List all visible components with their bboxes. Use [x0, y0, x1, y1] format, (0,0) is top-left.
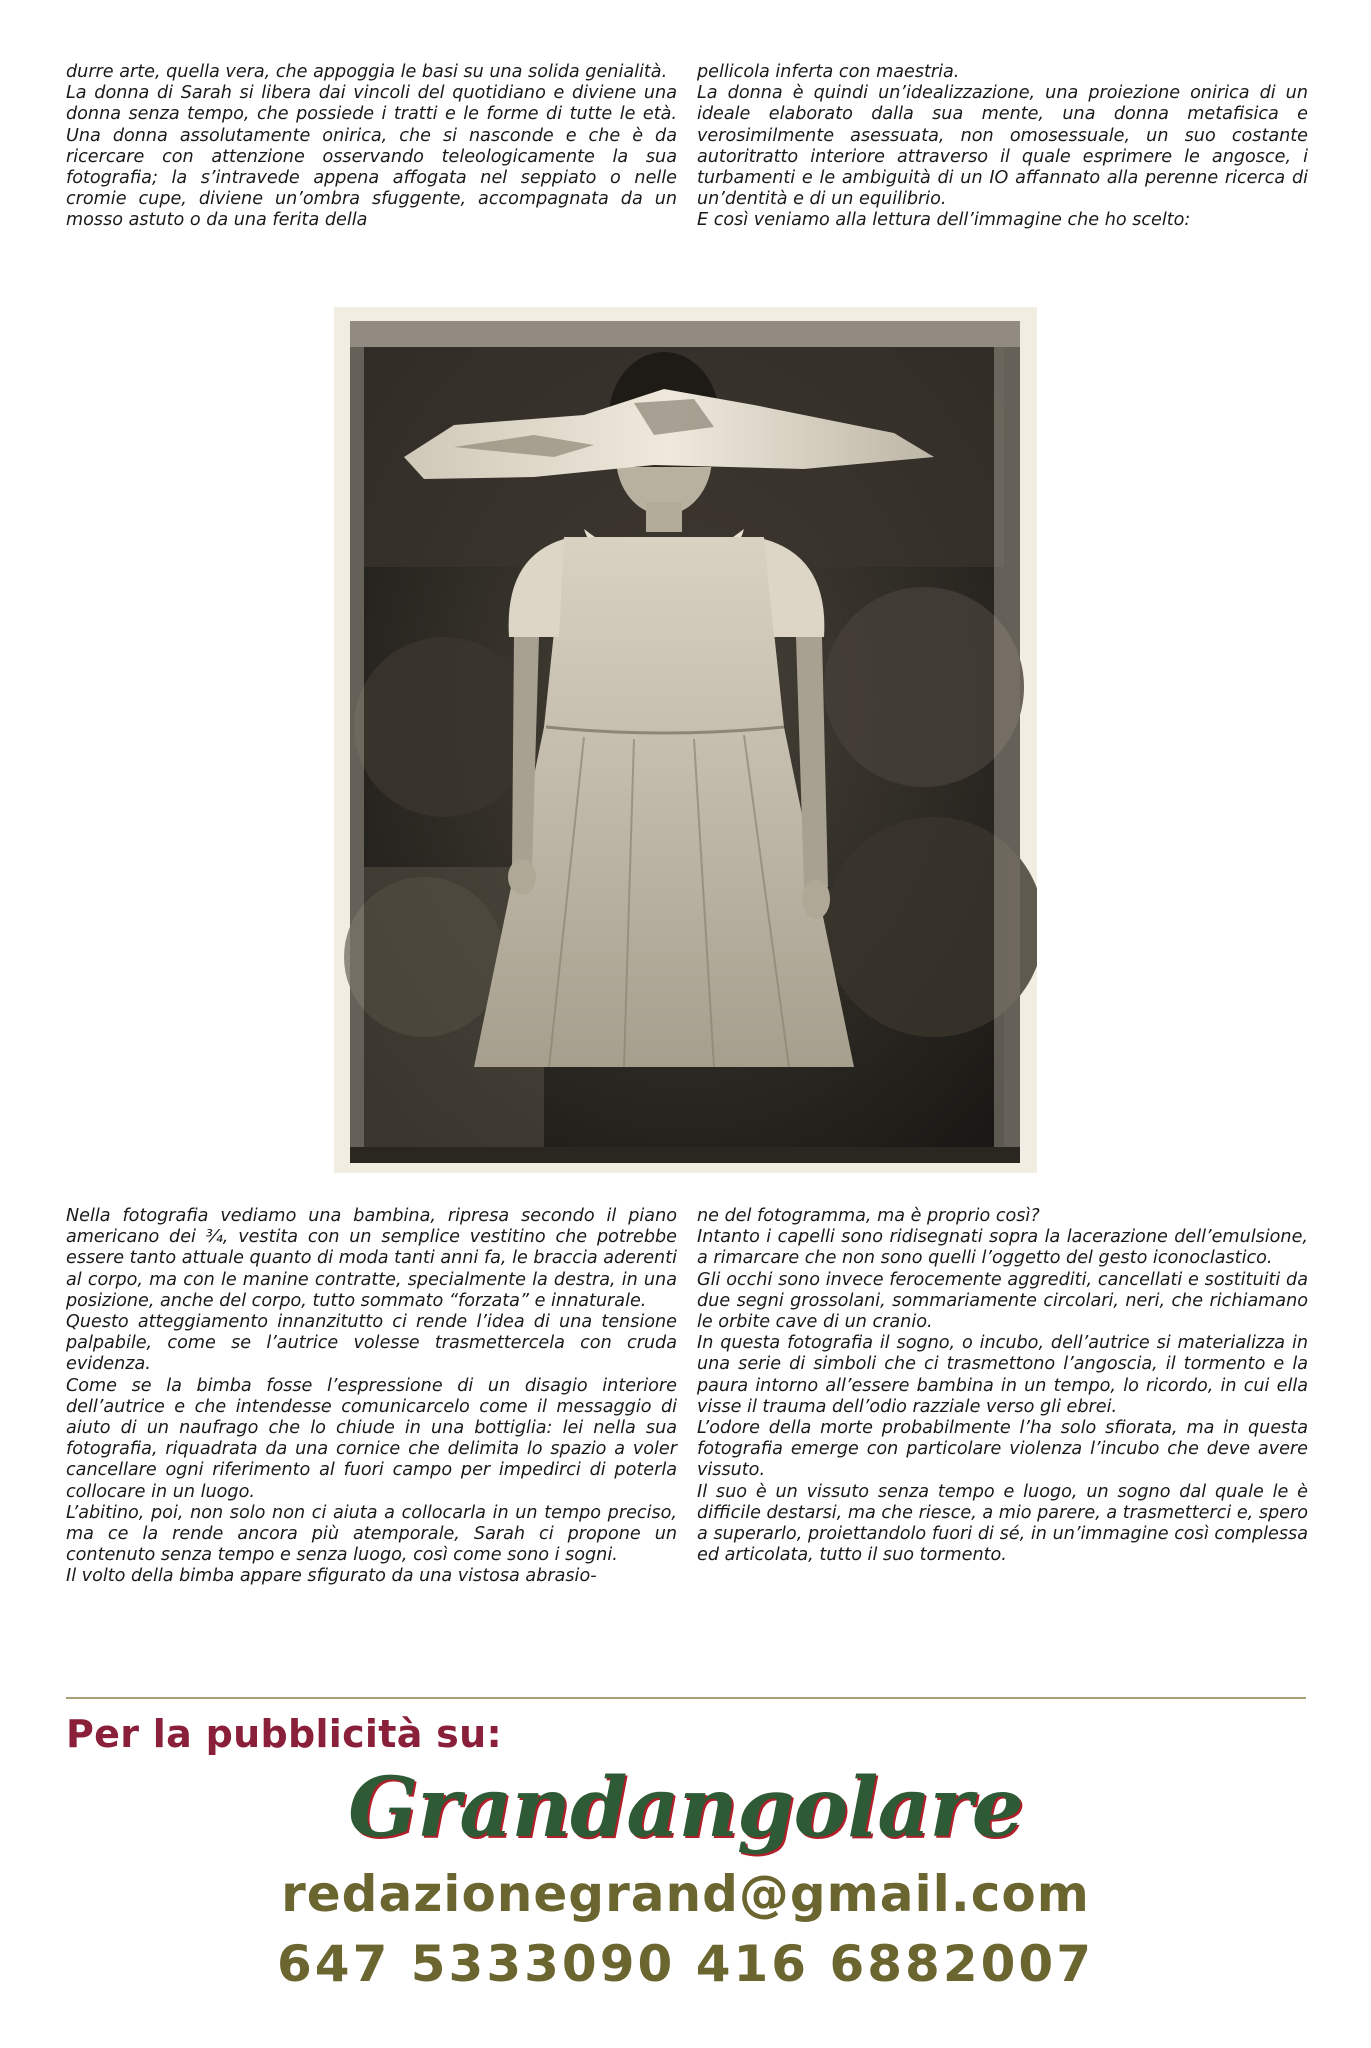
ad-contact-email: redazionegrand@gmail.com [281, 1865, 1090, 1923]
paragraph: Nella fotografia vediamo una bambina, ripresa secondo il piano americano dei ¾, vestita con un semplice vestitino che potrebbe essere tanto attuale quanto di moda tanti anni fa, le braccia aderenti al corpo, ma con le manine contratte, specialmente la destra, in una posizione, anche del corpo, tutto sommato “forzata” e innaturale. [66, 1206, 677, 1311]
paragraph: ne del fotogramma, ma è proprio così? [697, 1206, 1040, 1226]
paragraph: Come se la bimba fosse l’espressione di un disagio interiore dell’autrice e che intendesse comunicarcelo come il messaggio di aiuto di un naufrago che lo chiude in una bottiglia: lei nella sua fotografia, riquadrata da una cornice che delimita lo spazio a voler cancellare ogni riferimento al fuori campo per impedirci di poterla collocare in un luogo. [66, 1375, 677, 1502]
paragraph: Il suo è un vissuto senza tempo e luogo, un sogno dal quale le è difficile destarsi, ma che riesce, a mio parere, a trasmetterci e, spero a superarlo, proiettandolo fuori di sé, in un’immagine così complessa ed articolata, tutto il suo tormento. [697, 1481, 1308, 1566]
article-column-top-right [697, 62, 1308, 232]
article-photograph [334, 307, 1037, 1173]
paragraph: E così veniamo alla lettura dell’immagine che ho scelto: [697, 210, 1191, 231]
paragraph: Il volto della bimba appare sfigurato da una vistosa abrasio- [66, 1566, 597, 1587]
paragraph: La donna di Sarah si libera dai vincoli del quotidiano e diviene una donna senza tempo, che possiede i tratti e le forme di tutte le età. Una donna assolutamente onirica, che si nasconde e che è da ricercare con attenzione osservando teleologicamente la sua fotografia; la s’intravede appena affogata nel seppiato o nelle cromie cupe, diviene un’ombra sfuggente, accompagnata da un mosso astuto o da una ferita della [66, 83, 677, 231]
ad-heading: Per la pubblicità su: [66, 1712, 502, 1756]
paragraph: Questo atteggiamento innanzitutto ci rende l’idea di una tensione palpabile, come se l’autrice volesse trasmettercela con cruda evidenza. [66, 1312, 677, 1375]
paragraph: Gli occhi sono invece ferocemente aggrediti, cancellati e sostituiti da due segni grossolani, sommariamente circolari, neri, che richiamano le orbite cave di un cranio. [697, 1269, 1308, 1333]
article-column-top-left [66, 62, 677, 232]
paragraph: La donna è quindi un’idealizzazione, una proiezione onirica di un ideale elaborato dalla sua mente, una donna metafisica e verosimilmente asessuata, non omosessuale, un suo costante autoritratto interiore attraverso il quale esprimere le angosce, i turbamenti e le ambiguità di un IO affannato alla perenne ricerca di un’dentità e di un equilibrio. [697, 83, 1308, 210]
paragraph: In questa fotografia il sogno, o incubo, dell’autrice si materializza in una serie di simboli che ci trasmettono l’angoscia, il tormento e la paura intorno all’essere bambina in un tempo, lo ricordo, in cui ella visse il trauma dell’odio razziale verso gli ebrei. [697, 1333, 1308, 1417]
ad-brand-logo: Grandangolare [348, 1760, 1023, 1856]
paragraph: durre arte, quella vera, che appoggia le basi su una solida genialità. [66, 62, 668, 82]
article-column-bottom-right [697, 1206, 1308, 1566]
paragraph: L’abitino, poi, non solo non ci aiuta a collocarla in un tempo preciso, ma ce la rende ancora più atemporale, Sarah ci propone un contenuto senza tempo e senza luogo, così come sono i sogni. [66, 1502, 677, 1566]
ad-contact-phones: 647 5333090 416 6882007 [276, 1935, 1095, 1993]
paragraph: pellicola inferta con maestria. [697, 62, 960, 82]
section-divider [66, 1697, 1306, 1699]
paragraph: L’odore della morte probabilmente l’ha solo sfiorata, ma in questa fotografia emerge con particolare violenza l’incubo che deve avere vissuto. [697, 1418, 1308, 1481]
article-column-bottom-left [66, 1206, 677, 1588]
paragraph: Intanto i capelli sono ridisegnati sopra la lacerazione dell’emulsione, a rimarcare che non sono quelli l’oggetto del gesto iconoclastico. [697, 1227, 1308, 1269]
